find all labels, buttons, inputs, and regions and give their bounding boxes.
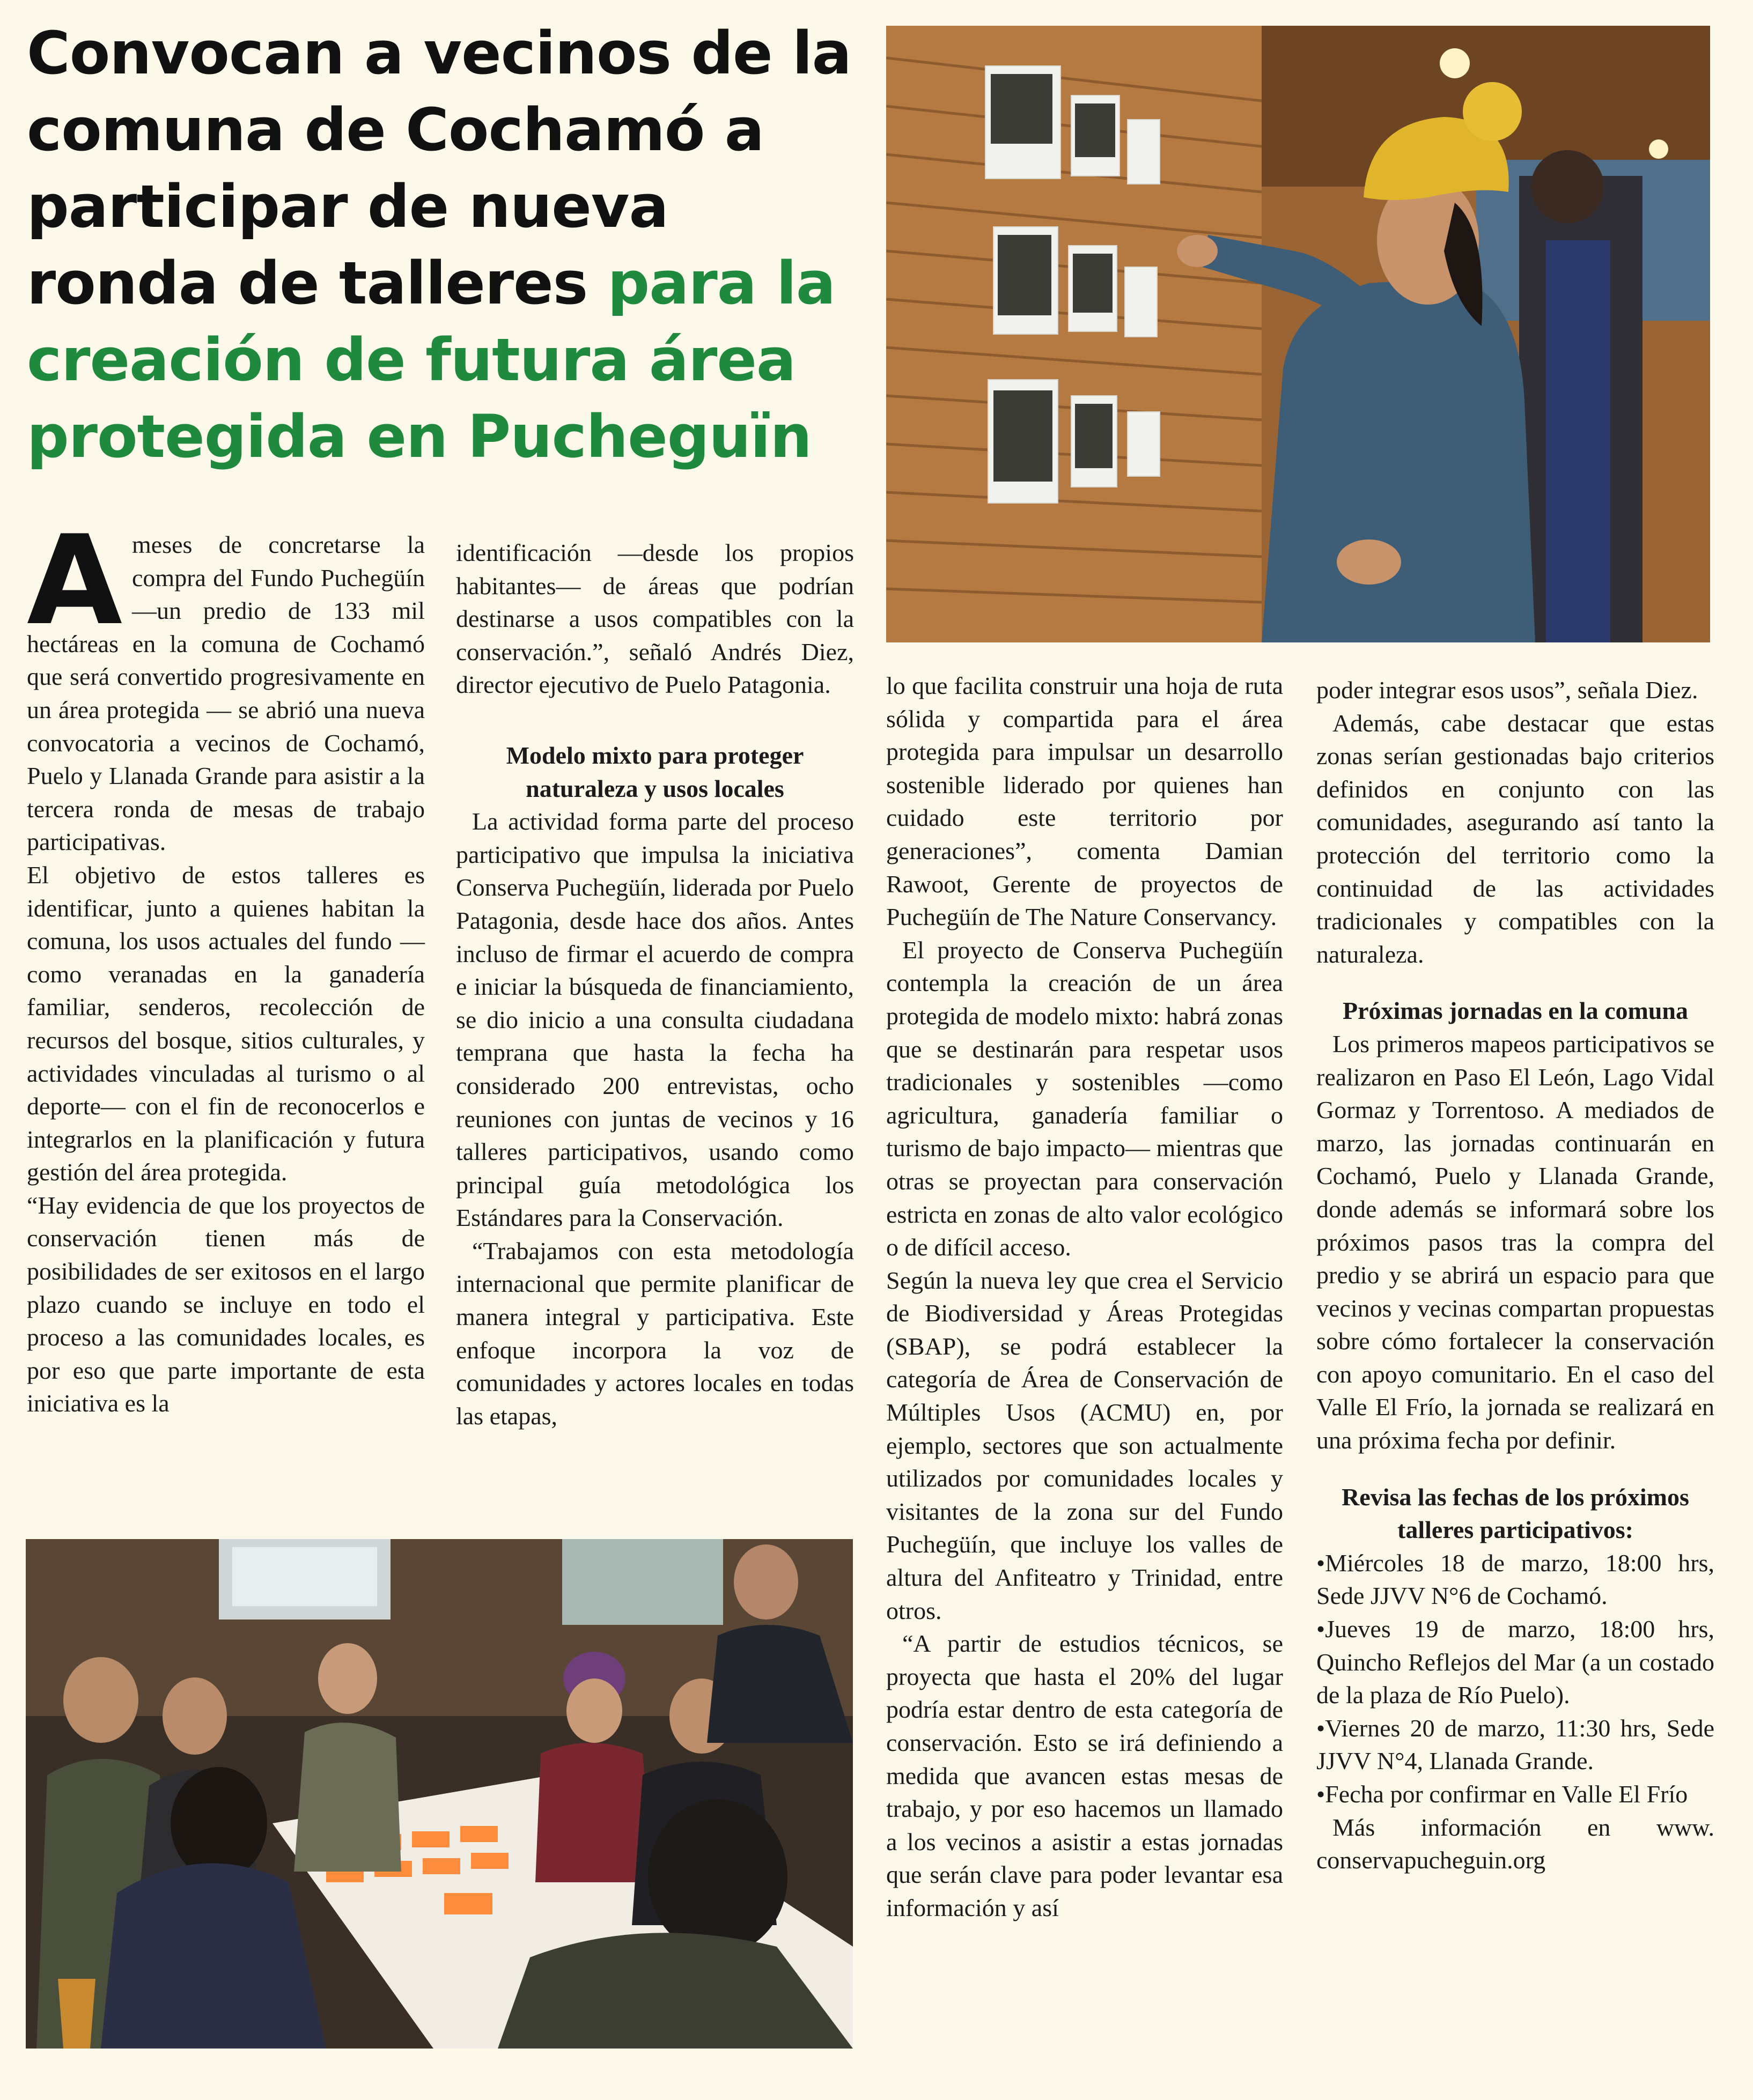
paragraph-quote-close: poder integrar esos usos”, señala Diez. — [1316, 676, 1698, 704]
more-info-link[interactable]: Más información en www. conservapucheguin.org — [1316, 1813, 1714, 1874]
article-column-1 — [27, 509, 425, 1420]
photo-workshop-meeting-illustration — [26, 1539, 853, 2049]
article-column-4 — [1316, 674, 1714, 1877]
paragraph-objective: El objetivo de estos talleres es identificar, junto a quienes habitan la comuna, los usos actuales del fundo —como veranadas en la ganadería familiar, senderos, recolección de recursos del bosque, sitios culturales, y actividades vinculadas al turismo o al deporte— con el fin de reconocerlos e integrarlos en la planificación y futura gestión del área protegida. — [27, 861, 425, 1186]
paragraph-quote-end: identificación —desde los propios habitantes— de áreas que podrían destinarse a usos compatibles con la conservación.”, señaló Andrés Diez, director ejecutivo de Puelo Patagonia. — [456, 539, 854, 699]
list-item-date-2: •Jueves 19 de marzo, 18:00 hrs, Quincho Reflejos del Mar (a un costado de la plaza de Río Puelo). — [1316, 1615, 1714, 1709]
headline-highlight: para la creación de futura área protegida en Pucheguïn — [27, 249, 836, 471]
paragraph-tnc-quote: lo que facilita construir una hoja de ruta sólida y compartida para el área protegida para impulsar un desarrollo sostenible liderado por quienes han cuidado este territorio por generaciones”, comenta Damian Rawoot, Gerente de proyectos de Puchegüín de The Nature Conservancy. — [886, 672, 1283, 931]
headline-main: Convocan a vecinos de la comuna de Cochamó a participar de nueva ronda de talleres — [27, 19, 851, 317]
paragraph-next-sessions: Los primeros mapeos participativos se realizaron en Paso El León, Lago Vidal Gormaz y Torrentoso. A mediados de marzo, las jornadas continuarán en Cochamó, Puelo y Llanada Grande, donde además se informará sobre los próximos pasos tras la compra del predio y se abrirá un espacio para que vecinos y vecinas compartan propuestas sobre cómo fortalecer la conservación con apoyo comunitario. En el caso del Valle El Frío, la jornada se realizará en una próxima fecha por definir. — [1316, 1030, 1714, 1454]
paragraph-methodology-quote: “Trabajamos con esta metodología internacional que permite planificar de manera integral y participativa. Este enfoque incorpora la voz de comunidades y actores locales en todas las etapas, — [456, 1237, 854, 1430]
paragraph-sbap-law: Según la nueva ley que crea el Servicio de Biodiversidad y Áreas Protegidas (SBAP), se podrá establecer la categoría de Área de Conservación de Múltiples Usos (ACMU) en, por ejemplo, sectores que son actualmente utilizados por comunidades locales y visitantes de la zona sur del Fundo Puchegüín, que incluye los valles de altura del Anfiteatro y Trinidad, entre otros. — [886, 1266, 1283, 1624]
paragraph-technical-studies: “A partir de estudios técnicos, se proyecta que hasta el 20% del lugar podría estar dentro de esta categoría de conservación. Esto se irá definiendo a medida que avancen estas mesas de trabajo, y por eso hacemos un llamado a los vecinos a asistir a estas jornadas que serán clave para poder levantar esa información y así — [886, 1630, 1283, 1921]
paragraph-mixed-model: El proyecto de Conserva Puchegüín contempla la creación de un área protegida de modelo mixto: habrá zonas que se destinarán para respetar usos tradicionales y sostenibles —como agricultura, ganadería familiar o turismo de bajo impacto— mientras que otras se proyectan para conservación estricta en zonas de alto valor ecológico o de difícil acceso. — [886, 936, 1283, 1261]
subhead-workshop-dates: Revisa las fechas de los próximos talleres participativos: — [1342, 1483, 1689, 1544]
paragraph-intro: meses de concretarse la compra del Fundo Puchegüín —un predio de 133 mil hectáreas en la comuna de Cochamó que será convertido progresivamente en un área protegida — se abrió una nueva convocatoria a vecinos de Cochamó, Puelo y Llanada Grande para asistir a la tercera ronda de mesas de trabajo participativas. — [27, 531, 425, 856]
photo-workshop-wall — [886, 26, 1710, 642]
list-item-date-1: •Miércoles 18 de marzo, 18:00 hrs, Sede JJVV N°6 de Cochamó. — [1316, 1549, 1714, 1610]
list-item-date-3: •Viernes 20 de marzo, 11:30 hrs, Sede JJVV N°4, Llanada Grande. — [1316, 1714, 1714, 1775]
article-column-3 — [886, 669, 1283, 1925]
subhead-next-sessions: Próximas jornadas en la comuna — [1343, 997, 1688, 1025]
paragraph-quote-start: “Hay evidencia de que los proyectos de conservación tienen más de posibilidades de ser exitosos en el largo plazo cuando se incluye en todo el proceso a las comunidades locales, es por eso que parte importante de esta iniciativa es la — [27, 1191, 425, 1417]
subhead-mixed-model: Modelo mixto para proteger naturaleza y usos locales — [506, 741, 804, 802]
photo-workshop-meeting — [26, 1539, 853, 2049]
headline — [27, 15, 864, 475]
photo-workshop-wall-illustration — [886, 26, 1710, 642]
article-column-2 — [456, 536, 854, 1432]
paragraph-management: Además, cabe destacar que estas zonas serían gestionadas bajo criterios definidos en conjunto con las comunidades, asegurando así tanto la protección del territorio como la continuidad de las actividades tradicionales y compatibles con la naturaleza. — [1316, 709, 1714, 968]
list-item-date-4: •Fecha por confirmar en Valle El Frío — [1316, 1780, 1688, 1808]
drop-cap: A — [27, 509, 123, 653]
paragraph-participatory-process: La actividad forma parte del proceso participativo que impulsa la iniciativa Conserva Puchegüín, liderada por Puelo Patagonia, desde hace dos años. Antes incluso de firmar el acuerdo de compra e iniciar la búsqueda de financiamiento, se dio inicio a una consulta ciudadana temprana que hasta la fecha ha considerado 200 entrevistas, ocho reuniones con juntas de vecinos y 16 talleres participativos, usando como principal guía metodológica los Estándares para la Conservación. — [456, 808, 854, 1232]
